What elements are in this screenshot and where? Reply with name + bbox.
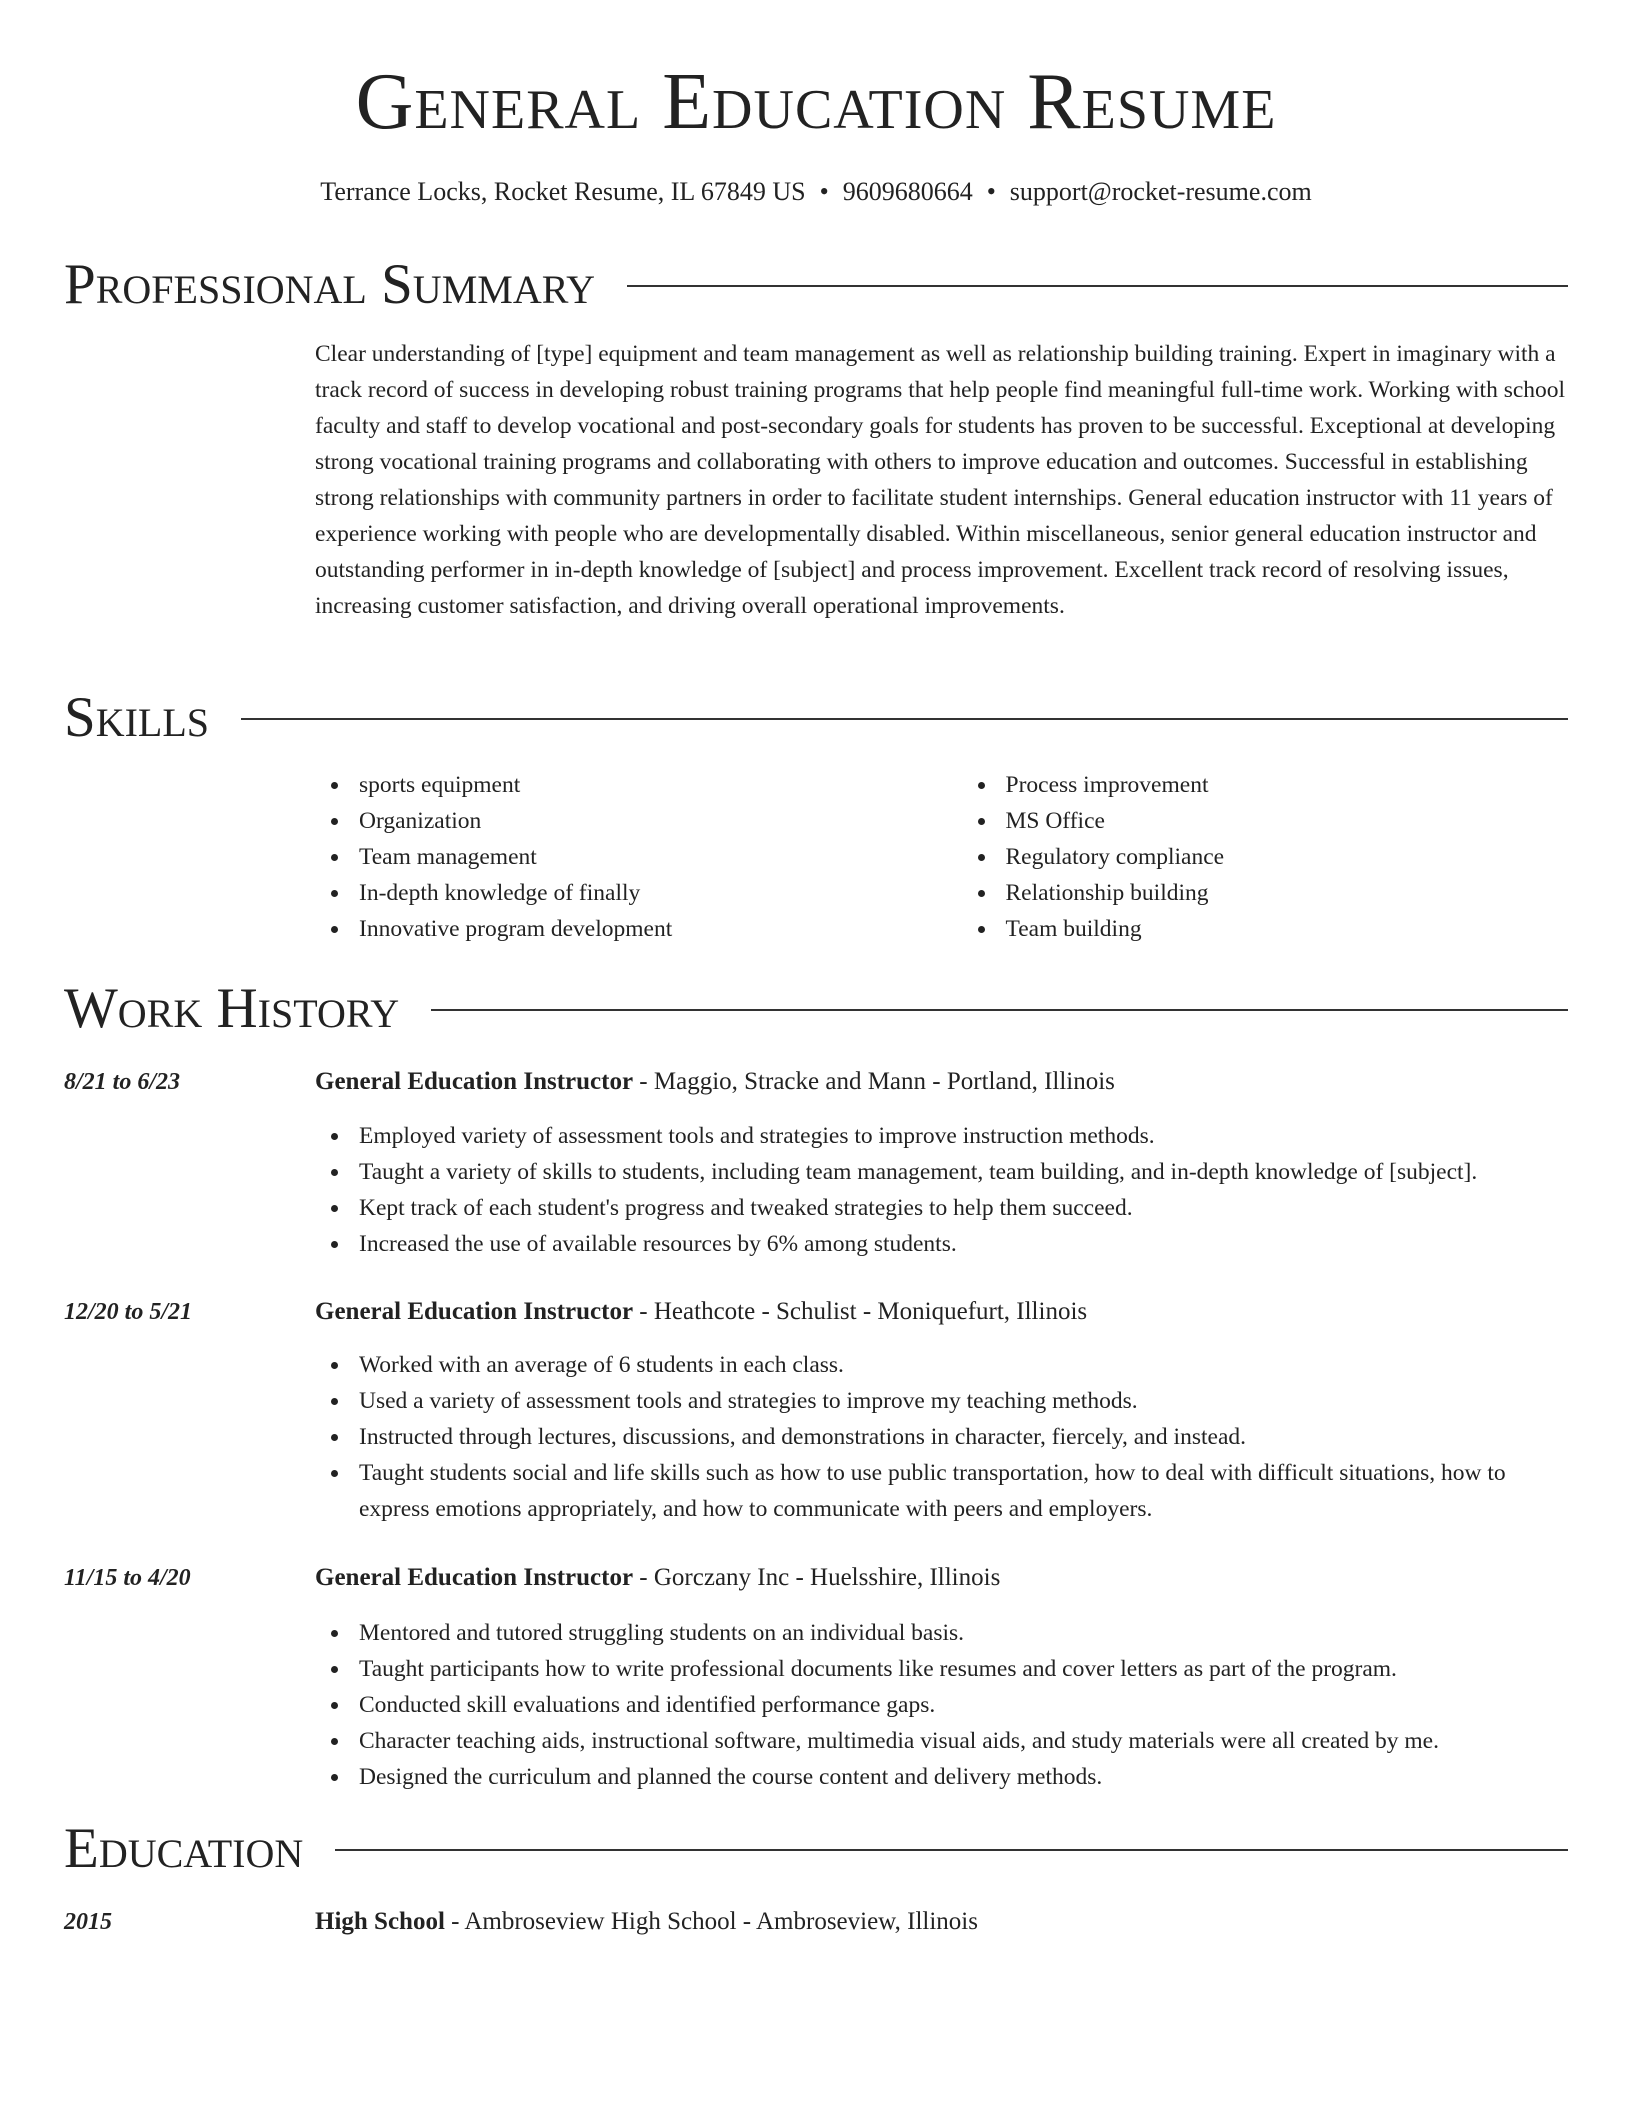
work-bullet: Mentored and tutored struggling students on an individual basis. [359,1615,1568,1651]
work-employer: - Maggio, Stracke and Mann - Portland, Illinois [633,1068,1115,1095]
skill-item: MS Office [1006,803,1569,839]
section-header-education [64,1817,1568,1881]
summary-text: Clear understanding of [type] equipment and team management as well as relationship building training. Expert in imaginary with a track record of success in developing robust training programs that help people find meaningful full-time work. Working with school faculty and staff to develop vocational and post-secondary goals for students has proven to be successful. Exceptional at developing strong vocational training programs and collaborating with others to improve education and outcomes. Successful in establishing strong relationships with community partners in order to facilitate student internships. General education instructor with 11 years of experience working with people who are developmentally disabled. Within miscellaneous, senior general education instructor and outstanding performer in in-depth knowledge of [subject] and process improvement. Excellent track record of resolving issues, increasing customer satisfaction, and driving overall operational improvements. [315,341,1566,619]
section-divider [335,1849,1568,1851]
work-role: General Education Instructor [315,1564,634,1591]
skills-column-right [962,767,1569,947]
resume-page [64,0,1568,1935]
work-employer: - Gorczany Inc - Huelsshire, Illinois [633,1564,1001,1591]
section-divider [241,718,1568,720]
work-bullets [315,1118,1568,1262]
contact-separator: • [819,177,829,206]
work-bullet: Used a variety of assessment tools and strategies to improve my teaching methods. [359,1383,1568,1419]
section-header-summary [64,253,1568,317]
work-bullet: Increased the use of available resources by 6% among students. [359,1226,1568,1262]
section-title-skills: Skills [64,686,210,749]
skills-list [315,767,1568,947]
work-bullet: Taught students social and life skills such as how to use public transportation, how to deal with difficult situations, how to express emotions appropriately, and how to communicate with peers and employers. [359,1455,1568,1527]
skill-item: Regulatory compliance [1006,839,1569,875]
section-title-work-history: Work History [64,977,400,1040]
work-bullet: Employed variety of assessment tools and strategies to improve instruction methods. [359,1118,1568,1154]
work-employer: - Heathcote - Schulist - Moniquefurt, Illinois [633,1298,1088,1325]
work-headline [315,1296,1087,1328]
work-role: General Education Instructor [315,1298,634,1325]
contact-separator: • [986,177,996,206]
work-bullets [315,1615,1568,1795]
work-headline [315,1562,1000,1594]
skill-item: Process improvement [1006,767,1569,803]
work-headline [315,1066,1115,1098]
work-bullets [315,1347,1568,1527]
resume-title: General Education Resume [355,58,1277,146]
section-header-work-history [64,977,1568,1041]
section-title-education: Education [64,1817,304,1880]
work-bullet: Character teaching aids, instructional software, multimedia visual aids, and study materials were all created by me. [359,1723,1568,1759]
skill-item: Innovative program development [359,911,922,947]
section-divider [431,1009,1568,1011]
skills-column-left [315,767,922,947]
section-divider [627,285,1568,287]
contact-line [64,176,1568,208]
skill-item: Team management [359,839,922,875]
work-role: General Education Instructor [315,1068,634,1095]
contact-phone: 9609680664 [842,177,973,206]
skill-item: Team building [1006,911,1569,947]
work-bullet: Worked with an average of 6 students in each class. [359,1347,1568,1383]
work-bullet: Designed the curriculum and planned the course content and delivery methods. [359,1759,1568,1795]
work-dates: 11/15 to 4/20 [64,1565,191,1591]
section-header-skills [64,686,1568,750]
skill-item: Organization [359,803,922,839]
work-bullet: Taught participants how to write professional documents like resumes and cover letters as part of the program. [359,1651,1568,1687]
skill-item: sports equipment [359,767,922,803]
contact-email: support@rocket-resume.com [1009,177,1312,206]
education-school: - Ambroseview High School - Ambroseview, Illinois [444,1908,978,1935]
skill-item: Relationship building [1006,875,1569,911]
skill-item: In-depth knowledge of finally [359,875,922,911]
work-bullet: Conducted skill evaluations and identified performance gaps. [359,1687,1568,1723]
work-bullet: Instructed through lectures, discussions, and demonstrations in character, fiercely, and instead. [359,1419,1568,1455]
work-dates: 12/20 to 5/21 [64,1299,193,1325]
work-bullet: Kept track of each student's progress and tweaked strategies to help them succeed. [359,1190,1568,1226]
section-title-summary: Professional Summary [64,253,596,316]
contact-address: Terrance Locks, Rocket Resume, IL 67849 US [320,177,806,206]
education-degree: High School [315,1908,445,1935]
work-bullet: Taught a variety of skills to students, including team management, team building, and in-depth knowledge of [subject]. [359,1154,1568,1190]
work-dates: 8/21 to 6/23 [64,1069,181,1095]
education-headline [315,1906,978,1938]
education-year: 2015 [64,1909,112,1935]
